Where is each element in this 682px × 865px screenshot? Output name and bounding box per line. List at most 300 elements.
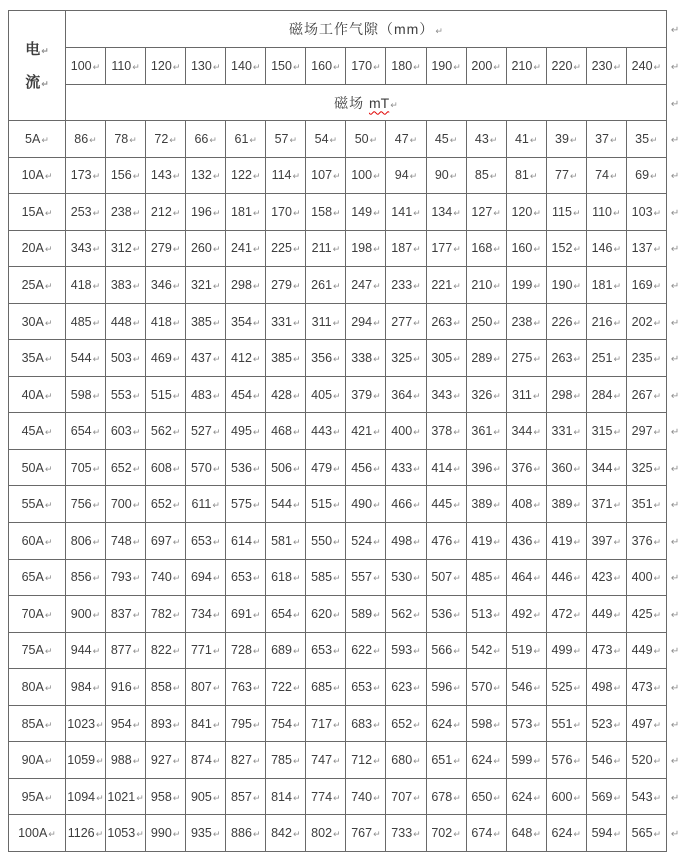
field-value-cell[interactable] — [306, 340, 346, 377]
gap-column-header[interactable] — [546, 48, 586, 85]
field-value-cell[interactable] — [546, 778, 586, 815]
field-value-cell[interactable] — [626, 413, 666, 450]
field-value-cell[interactable] — [266, 157, 306, 194]
field-value-cell[interactable] — [386, 340, 426, 377]
field-value-cell[interactable] — [266, 413, 306, 450]
field-value-cell[interactable] — [186, 267, 226, 304]
field-value-cell[interactable] — [466, 486, 506, 523]
field-value-cell[interactable] — [386, 596, 426, 633]
gap-column-header[interactable] — [186, 48, 226, 85]
field-value-cell[interactable] — [546, 303, 586, 340]
field-value-cell[interactable] — [266, 596, 306, 633]
field-value-cell[interactable] — [346, 596, 386, 633]
field-value-cell[interactable] — [546, 157, 586, 194]
field-value-cell[interactable] — [506, 230, 546, 267]
field-value-cell[interactable] — [266, 632, 306, 669]
field-value-cell[interactable] — [346, 523, 386, 560]
current-row-label[interactable] — [9, 376, 66, 413]
field-value-cell[interactable] — [426, 121, 466, 158]
field-value-cell[interactable] — [546, 230, 586, 267]
current-row-label[interactable] — [9, 742, 66, 779]
field-value-cell[interactable] — [146, 413, 186, 450]
current-row-label[interactable] — [9, 596, 66, 633]
field-value-cell[interactable] — [506, 157, 546, 194]
field-value-cell[interactable] — [266, 523, 306, 560]
field-value-cell[interactable] — [306, 523, 346, 560]
field-value-cell[interactable] — [106, 486, 146, 523]
field-value-cell[interactable] — [506, 486, 546, 523]
field-value-cell[interactable] — [506, 121, 546, 158]
field-value-cell[interactable] — [586, 303, 626, 340]
field-value-cell[interactable] — [306, 778, 346, 815]
field-value-cell[interactable] — [346, 267, 386, 304]
field-value-cell[interactable] — [386, 376, 426, 413]
field-value-cell[interactable] — [546, 121, 586, 158]
field-value-cell[interactable] — [586, 705, 626, 742]
field-value-cell[interactable] — [65, 267, 105, 304]
gap-column-header[interactable] — [226, 48, 266, 85]
field-value-cell[interactable] — [626, 742, 666, 779]
field-value-cell[interactable] — [466, 230, 506, 267]
field-value-cell[interactable] — [106, 705, 146, 742]
field-value-cell[interactable] — [386, 449, 426, 486]
field-value-cell[interactable] — [506, 669, 546, 706]
field-value-cell[interactable] — [466, 413, 506, 450]
field-value-cell[interactable] — [106, 523, 146, 560]
field-value-cell[interactable] — [426, 705, 466, 742]
current-row-label[interactable] — [9, 705, 66, 742]
field-value-cell[interactable] — [65, 669, 105, 706]
field-value-cell[interactable] — [426, 559, 466, 596]
field-value-cell[interactable] — [106, 815, 146, 852]
field-value-cell[interactable] — [186, 523, 226, 560]
field-value-cell[interactable] — [426, 486, 466, 523]
field-value-cell[interactable] — [386, 267, 426, 304]
field-value-cell[interactable] — [146, 230, 186, 267]
field-value-cell[interactable] — [546, 449, 586, 486]
field-value-cell[interactable] — [266, 705, 306, 742]
gap-column-header[interactable] — [386, 48, 426, 85]
field-value-cell[interactable] — [466, 267, 506, 304]
field-value-cell[interactable] — [65, 413, 105, 450]
field-value-cell[interactable] — [346, 121, 386, 158]
field-value-cell[interactable] — [146, 194, 186, 231]
field-value-cell[interactable] — [226, 705, 266, 742]
field-value-cell[interactable] — [346, 449, 386, 486]
field-value-cell[interactable] — [226, 121, 266, 158]
field-value-cell[interactable] — [65, 596, 105, 633]
field-value-cell[interactable] — [106, 596, 146, 633]
field-value-cell[interactable] — [346, 705, 386, 742]
field-value-cell[interactable] — [106, 632, 146, 669]
field-value-cell[interactable] — [426, 596, 466, 633]
field-value-cell[interactable] — [266, 815, 306, 852]
field-value-cell[interactable] — [466, 121, 506, 158]
field-value-cell[interactable] — [426, 632, 466, 669]
field-value-cell[interactable] — [306, 121, 346, 158]
field-value-cell[interactable] — [626, 815, 666, 852]
field-value-cell[interactable] — [426, 230, 466, 267]
field-value-cell[interactable] — [626, 267, 666, 304]
field-value-cell[interactable] — [426, 778, 466, 815]
field-value-cell[interactable] — [186, 815, 226, 852]
field-value-cell[interactable] — [466, 815, 506, 852]
field-value-cell[interactable] — [146, 267, 186, 304]
field-value-cell[interactable] — [426, 523, 466, 560]
field-value-cell[interactable] — [546, 340, 586, 377]
field-value-cell[interactable] — [466, 449, 506, 486]
gap-column-header[interactable] — [346, 48, 386, 85]
field-value-cell[interactable] — [146, 523, 186, 560]
field-value-cell[interactable] — [146, 705, 186, 742]
field-value-cell[interactable] — [466, 778, 506, 815]
field-value-cell[interactable] — [466, 340, 506, 377]
field-value-cell[interactable] — [386, 705, 426, 742]
field-value-cell[interactable] — [226, 449, 266, 486]
field-unit-header-cell[interactable] — [65, 85, 666, 121]
field-value-cell[interactable] — [306, 705, 346, 742]
field-value-cell[interactable] — [386, 632, 426, 669]
field-value-cell[interactable] — [226, 157, 266, 194]
field-value-cell[interactable] — [586, 632, 626, 669]
field-value-cell[interactable] — [506, 449, 546, 486]
field-value-cell[interactable] — [506, 376, 546, 413]
field-value-cell[interactable] — [146, 121, 186, 158]
field-value-cell[interactable] — [266, 778, 306, 815]
field-value-cell[interactable] — [346, 815, 386, 852]
field-value-cell[interactable] — [386, 815, 426, 852]
field-value-cell[interactable] — [466, 194, 506, 231]
current-row-label[interactable] — [9, 413, 66, 450]
field-value-cell[interactable] — [306, 632, 346, 669]
field-value-cell[interactable] — [65, 376, 105, 413]
field-value-cell[interactable] — [586, 413, 626, 450]
field-value-cell[interactable] — [186, 559, 226, 596]
field-value-cell[interactable] — [186, 194, 226, 231]
field-value-cell[interactable] — [426, 376, 466, 413]
field-value-cell[interactable] — [146, 376, 186, 413]
field-value-cell[interactable] — [546, 267, 586, 304]
air-gap-header-cell[interactable] — [65, 11, 666, 48]
field-value-cell[interactable] — [65, 340, 105, 377]
field-value-cell[interactable] — [346, 194, 386, 231]
field-value-cell[interactable] — [426, 340, 466, 377]
field-value-cell[interactable] — [106, 121, 146, 158]
field-value-cell[interactable] — [306, 449, 346, 486]
field-value-cell[interactable] — [65, 449, 105, 486]
field-value-cell[interactable] — [65, 194, 105, 231]
field-value-cell[interactable] — [586, 523, 626, 560]
field-value-cell[interactable] — [306, 815, 346, 852]
field-value-cell[interactable] — [226, 669, 266, 706]
field-value-cell[interactable] — [386, 194, 426, 231]
field-value-cell[interactable] — [506, 523, 546, 560]
field-value-cell[interactable] — [65, 303, 105, 340]
field-value-cell[interactable] — [386, 742, 426, 779]
field-value-cell[interactable] — [186, 449, 226, 486]
field-value-cell[interactable] — [65, 486, 105, 523]
field-value-cell[interactable] — [106, 778, 146, 815]
field-value-cell[interactable] — [626, 523, 666, 560]
field-value-cell[interactable] — [626, 340, 666, 377]
field-value-cell[interactable] — [466, 559, 506, 596]
field-value-cell[interactable] — [226, 413, 266, 450]
field-value-cell[interactable] — [346, 632, 386, 669]
field-value-cell[interactable] — [586, 596, 626, 633]
field-value-cell[interactable] — [626, 486, 666, 523]
field-value-cell[interactable] — [306, 376, 346, 413]
field-value-cell[interactable] — [586, 449, 626, 486]
field-value-cell[interactable] — [186, 486, 226, 523]
field-value-cell[interactable] — [506, 632, 546, 669]
field-value-cell[interactable] — [266, 669, 306, 706]
field-value-cell[interactable] — [65, 632, 105, 669]
field-value-cell[interactable] — [586, 742, 626, 779]
field-value-cell[interactable] — [506, 705, 546, 742]
field-value-cell[interactable] — [146, 559, 186, 596]
gap-column-header[interactable] — [626, 48, 666, 85]
field-value-cell[interactable] — [346, 340, 386, 377]
field-value-cell[interactable] — [146, 669, 186, 706]
field-value-cell[interactable] — [426, 449, 466, 486]
gap-column-header[interactable] — [466, 48, 506, 85]
field-value-cell[interactable] — [626, 778, 666, 815]
field-value-cell[interactable] — [346, 486, 386, 523]
field-value-cell[interactable] — [546, 486, 586, 523]
field-value-cell[interactable] — [386, 157, 426, 194]
field-value-cell[interactable] — [186, 121, 226, 158]
field-value-cell[interactable] — [626, 121, 666, 158]
field-value-cell[interactable] — [506, 778, 546, 815]
field-value-cell[interactable] — [506, 413, 546, 450]
field-value-cell[interactable] — [546, 669, 586, 706]
field-value-cell[interactable] — [65, 778, 105, 815]
field-value-cell[interactable] — [626, 705, 666, 742]
field-value-cell[interactable] — [65, 705, 105, 742]
field-value-cell[interactable] — [546, 632, 586, 669]
field-value-cell[interactable] — [346, 778, 386, 815]
field-value-cell[interactable] — [506, 742, 546, 779]
field-value-cell[interactable] — [586, 376, 626, 413]
field-value-cell[interactable] — [146, 778, 186, 815]
field-value-cell[interactable] — [426, 815, 466, 852]
field-value-cell[interactable] — [266, 194, 306, 231]
field-value-cell[interactable] — [266, 559, 306, 596]
gap-column-header[interactable] — [146, 48, 186, 85]
field-value-cell[interactable] — [546, 705, 586, 742]
field-value-cell[interactable] — [586, 194, 626, 231]
field-value-cell[interactable] — [386, 559, 426, 596]
field-value-cell[interactable] — [266, 121, 306, 158]
field-value-cell[interactable] — [346, 230, 386, 267]
field-value-cell[interactable] — [466, 376, 506, 413]
current-row-label[interactable] — [9, 486, 66, 523]
field-value-cell[interactable] — [186, 340, 226, 377]
current-row-label[interactable] — [9, 449, 66, 486]
field-value-cell[interactable] — [106, 669, 146, 706]
field-value-cell[interactable] — [266, 230, 306, 267]
current-row-label[interactable] — [9, 121, 66, 158]
field-value-cell[interactable] — [106, 157, 146, 194]
field-value-cell[interactable] — [466, 157, 506, 194]
field-value-cell[interactable] — [426, 194, 466, 231]
field-value-cell[interactable] — [306, 157, 346, 194]
field-value-cell[interactable] — [626, 596, 666, 633]
field-value-cell[interactable] — [106, 449, 146, 486]
field-value-cell[interactable] — [65, 742, 105, 779]
current-row-label[interactable] — [9, 157, 66, 194]
field-value-cell[interactable] — [226, 559, 266, 596]
field-value-cell[interactable] — [346, 559, 386, 596]
field-value-cell[interactable] — [186, 742, 226, 779]
field-value-cell[interactable] — [466, 632, 506, 669]
gap-column-header[interactable] — [106, 48, 146, 85]
field-value-cell[interactable] — [346, 376, 386, 413]
gap-column-header[interactable] — [266, 48, 306, 85]
current-row-label[interactable] — [9, 778, 66, 815]
field-value-cell[interactable] — [506, 596, 546, 633]
field-value-cell[interactable] — [146, 303, 186, 340]
field-value-cell[interactable] — [386, 778, 426, 815]
field-value-cell[interactable] — [346, 413, 386, 450]
field-value-cell[interactable] — [386, 486, 426, 523]
field-value-cell[interactable] — [626, 449, 666, 486]
field-value-cell[interactable] — [426, 157, 466, 194]
field-value-cell[interactable] — [65, 523, 105, 560]
field-value-cell[interactable] — [106, 194, 146, 231]
field-value-cell[interactable] — [466, 705, 506, 742]
current-row-label[interactable] — [9, 815, 66, 852]
field-value-cell[interactable] — [546, 194, 586, 231]
field-value-cell[interactable] — [586, 121, 626, 158]
field-value-cell[interactable] — [586, 559, 626, 596]
current-row-label[interactable] — [9, 523, 66, 560]
current-row-label[interactable] — [9, 340, 66, 377]
field-value-cell[interactable] — [386, 230, 426, 267]
field-value-cell[interactable] — [426, 669, 466, 706]
field-value-cell[interactable] — [386, 523, 426, 560]
field-value-cell[interactable] — [466, 669, 506, 706]
field-value-cell[interactable] — [106, 303, 146, 340]
field-value-cell[interactable] — [306, 742, 346, 779]
field-value-cell[interactable] — [386, 669, 426, 706]
field-value-cell[interactable] — [266, 449, 306, 486]
field-value-cell[interactable] — [146, 596, 186, 633]
field-value-cell[interactable] — [266, 486, 306, 523]
field-value-cell[interactable] — [426, 267, 466, 304]
field-value-cell[interactable] — [586, 267, 626, 304]
field-value-cell[interactable] — [65, 230, 105, 267]
field-value-cell[interactable] — [306, 413, 346, 450]
field-value-cell[interactable] — [626, 376, 666, 413]
field-value-cell[interactable] — [506, 194, 546, 231]
field-value-cell[interactable] — [306, 669, 346, 706]
gap-column-header[interactable] — [306, 48, 346, 85]
field-value-cell[interactable] — [226, 523, 266, 560]
field-value-cell[interactable] — [106, 340, 146, 377]
field-value-cell[interactable] — [226, 632, 266, 669]
field-value-cell[interactable] — [146, 486, 186, 523]
field-value-cell[interactable] — [226, 194, 266, 231]
field-value-cell[interactable] — [186, 705, 226, 742]
field-value-cell[interactable] — [426, 303, 466, 340]
field-value-cell[interactable] — [426, 413, 466, 450]
field-value-cell[interactable] — [626, 559, 666, 596]
field-value-cell[interactable] — [546, 596, 586, 633]
field-value-cell[interactable] — [146, 340, 186, 377]
field-value-cell[interactable] — [226, 596, 266, 633]
field-value-cell[interactable] — [626, 230, 666, 267]
field-value-cell[interactable] — [186, 157, 226, 194]
field-value-cell[interactable] — [546, 815, 586, 852]
field-value-cell[interactable] — [186, 596, 226, 633]
field-value-cell[interactable] — [466, 596, 506, 633]
field-value-cell[interactable] — [586, 815, 626, 852]
field-value-cell[interactable] — [346, 157, 386, 194]
field-value-cell[interactable] — [626, 632, 666, 669]
field-value-cell[interactable] — [586, 340, 626, 377]
gap-column-header[interactable] — [506, 48, 546, 85]
gap-column-header[interactable] — [426, 48, 466, 85]
field-value-cell[interactable] — [106, 267, 146, 304]
field-value-cell[interactable] — [226, 742, 266, 779]
field-value-cell[interactable] — [226, 376, 266, 413]
field-value-cell[interactable] — [426, 742, 466, 779]
field-value-cell[interactable] — [346, 303, 386, 340]
field-value-cell[interactable] — [546, 742, 586, 779]
field-value-cell[interactable] — [386, 413, 426, 450]
field-value-cell[interactable] — [226, 230, 266, 267]
field-value-cell[interactable] — [346, 669, 386, 706]
current-row-label[interactable] — [9, 267, 66, 304]
field-value-cell[interactable] — [65, 559, 105, 596]
field-value-cell[interactable] — [266, 340, 306, 377]
current-row-label[interactable] — [9, 303, 66, 340]
field-value-cell[interactable] — [186, 413, 226, 450]
field-value-cell[interactable] — [546, 559, 586, 596]
field-value-cell[interactable] — [226, 267, 266, 304]
current-row-label[interactable] — [9, 230, 66, 267]
field-value-cell[interactable] — [306, 267, 346, 304]
field-value-cell[interactable] — [106, 413, 146, 450]
field-value-cell[interactable] — [106, 559, 146, 596]
field-value-cell[interactable] — [186, 632, 226, 669]
field-value-cell[interactable] — [186, 303, 226, 340]
field-value-cell[interactable] — [586, 486, 626, 523]
field-value-cell[interactable] — [546, 413, 586, 450]
current-row-label[interactable] — [9, 559, 66, 596]
field-value-cell[interactable] — [626, 303, 666, 340]
field-value-cell[interactable] — [65, 815, 105, 852]
field-value-cell[interactable] — [306, 230, 346, 267]
field-value-cell[interactable] — [586, 778, 626, 815]
field-value-cell[interactable] — [146, 815, 186, 852]
field-value-cell[interactable] — [146, 742, 186, 779]
field-value-cell[interactable] — [186, 230, 226, 267]
field-value-cell[interactable] — [106, 376, 146, 413]
field-value-cell[interactable] — [226, 303, 266, 340]
field-value-cell[interactable] — [146, 449, 186, 486]
field-value-cell[interactable] — [226, 778, 266, 815]
field-value-cell[interactable] — [306, 559, 346, 596]
field-value-cell[interactable] — [306, 194, 346, 231]
field-value-cell[interactable] — [586, 669, 626, 706]
field-value-cell[interactable] — [186, 669, 226, 706]
field-value-cell[interactable] — [346, 742, 386, 779]
field-value-cell[interactable] — [226, 815, 266, 852]
field-value-cell[interactable] — [466, 303, 506, 340]
field-value-cell[interactable] — [546, 376, 586, 413]
